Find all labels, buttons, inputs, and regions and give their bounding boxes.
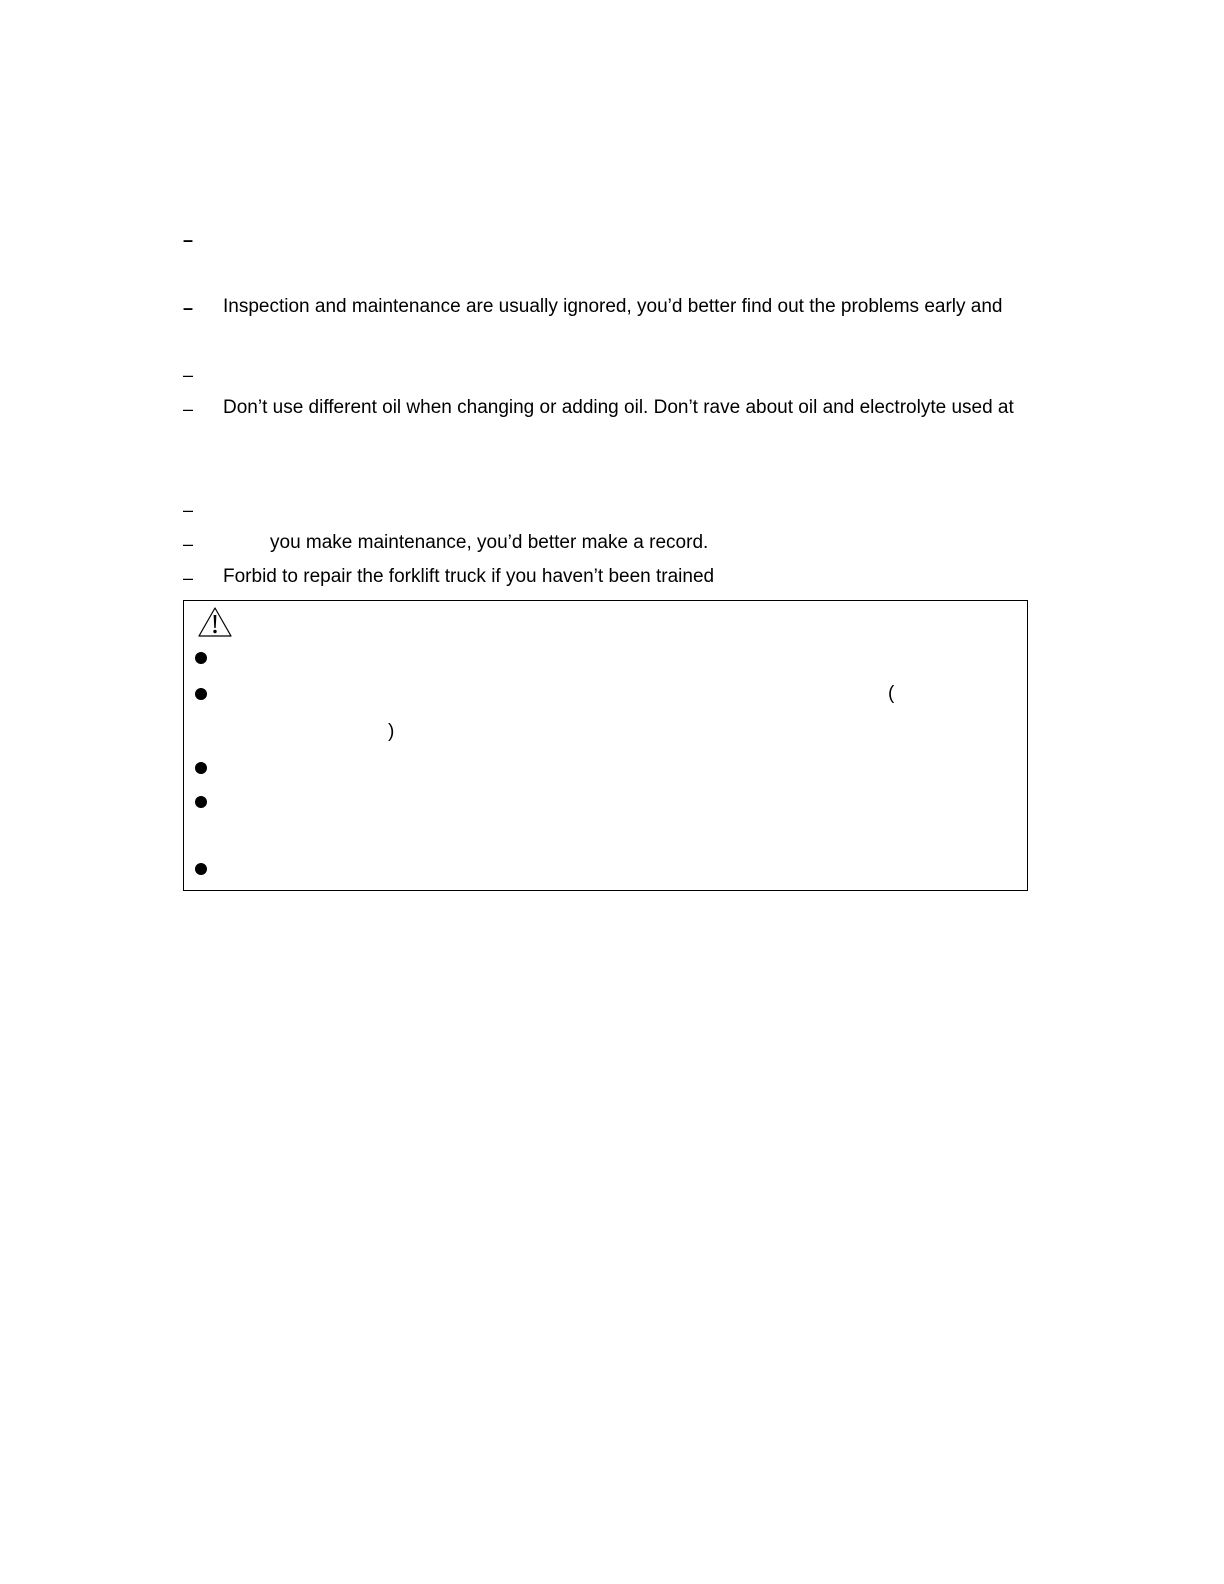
warning-triangle-icon [197, 606, 233, 638]
list-dash: – [183, 399, 194, 419]
list-dash: – [183, 500, 194, 520]
bullet-point [195, 796, 207, 808]
bullet-point [195, 762, 207, 774]
open-parenthesis: ( [888, 683, 895, 704]
inspection-maintenance-text: Inspection and maintenance are usually ignored, you’d better find out the problems early and [223, 296, 1003, 317]
bullet-point [195, 863, 207, 875]
warning-box [183, 600, 1028, 891]
list-dash: – [183, 365, 194, 385]
oil-usage-text: Don’t use different oil when changing or adding oil. Don’t rave about oil and electrolyte used at [223, 397, 1014, 418]
close-parenthesis: ) [388, 721, 395, 742]
bullet-point [195, 652, 207, 664]
list-dash: – [183, 230, 194, 250]
list-dash: – [183, 298, 194, 318]
bullet-point [195, 688, 207, 700]
list-dash: – [183, 568, 194, 588]
list-dash: – [183, 534, 194, 554]
training-requirement-text: Forbid to repair the forklift truck if you haven’t been trained [223, 566, 715, 587]
maintenance-record-text: you make maintenance, you’d better make a record. [270, 532, 709, 553]
